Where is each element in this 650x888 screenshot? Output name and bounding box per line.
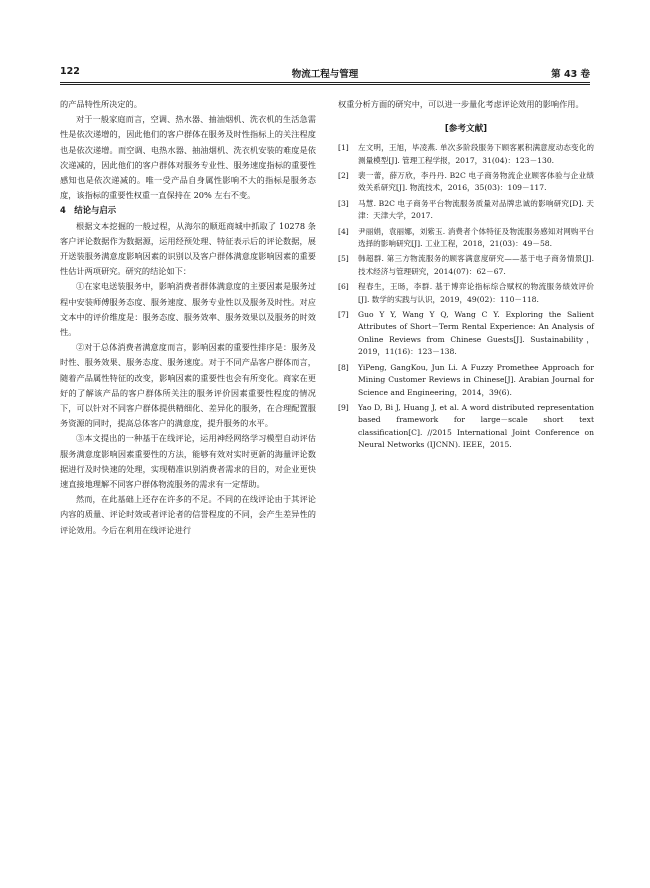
body-paragraph: ③本文提出的一种基于在线评论，运用神经网络学习模型自动评估服务满意度影响因素重要性的方法，能够有效对实时更新的海量评论数据进行及时快速的处理，实现精准识别消费者需求的目的，对企业更快速直接地理解不同客户群体物流服务的需求有一定帮助。: [60, 433, 316, 490]
reference-item: [338, 362, 594, 399]
reference-number: [6]: [338, 282, 349, 292]
reference-number: [3]: [338, 198, 349, 208]
reference-item: [338, 281, 594, 306]
references-heading: [参考文献]: [444, 124, 488, 135]
header-rule: [60, 82, 590, 83]
page-number: 122: [60, 66, 80, 77]
body-paragraph: 权重分析方面的研究中，可以进一步量化考虑评论效用的影响作用。: [338, 99, 584, 109]
reference-item: [338, 198, 594, 223]
body-paragraph: 然而，在此基础上还存在许多的不足。不同的在线评论由于其评论内容的质量、评论时效或者评论者的信誉程度的不同，会产生差异性的评论效用。今后在利用在线评论进行: [60, 494, 316, 535]
running-header: [60, 66, 590, 80]
reference-text: YiPeng, GangKou, Jun Li. A Fuzzy Promethee Approach for Mining Customer Reviews in Chinese[J]. Arabian Journal for Science and Engineering，2014，39(6).: [358, 362, 594, 397]
reference-number: [9]: [338, 402, 349, 412]
body-paragraph: ②对于总体消费者满意度而言，影响因素的重要性排序是：服务及时性、服务效果、服务态度、服务速度。对于不同产品客户群体而言，随着产品属性特征的改变，影响因素的重要性也会有所变化。商家在更好的了解该产品的客户群体所关注的服务评价因素重要性程度的情况下，可以针对不同客户群体提供精细化、差异化的服务，在合理配置服务资源的同时，提高总体客户的满意度，提升服务的水平。: [60, 342, 316, 429]
reference-number: [2]: [338, 171, 349, 181]
reference-text: 左文明，王旭，毕凌燕. 单次多阶段服务下顾客累积满意度动态变化的测量模型[J]. 管理工程学报，2017，31(04)：123－130.: [358, 143, 594, 165]
reference-text: 程春生，王旸，李群. 基于博弈论指标综合赋权的物流服务绩效评价[J]. 数学的实践与认识，2019，49(02)：110－118.: [358, 282, 594, 304]
reference-item: [338, 226, 594, 251]
reference-text: Yao D, Bi J, Huang J, et al. A word distributed representation based framework for large－scale short text classification[C]. //2015 International Joint Conference on Neural Networks (IJCNN). IEEE，2015.: [358, 402, 594, 450]
reference-number: [1]: [338, 143, 349, 153]
volume-label: 第 43 卷: [551, 69, 590, 80]
right-column: [338, 97, 594, 455]
body-paragraph: ①在家电送装服务中，影响消费者群体满意度的主要因素是服务过程中安装师傅服务态度、服务速度、服务专业性以及服务及时性。对应文本中的评价维度是：服务态度、服务效率、服务效果以及服务的时效性。: [60, 281, 316, 338]
body-paragraph: 根据文本挖掘的一般过程，从海尔的顺逛商城中抓取了 10278 条客户评论数据作为数据源，运用经预处理、特征表示后的评论数据，展开送装服务满意度影响因素的识别以及客户群体满意度影响因素的重要性估计两项研究。研究的结论如下：: [60, 220, 316, 277]
reference-list: [338, 142, 594, 451]
section-heading: 4 结论与启示: [60, 205, 117, 216]
reference-text: 马慧. B2C 电子商务平台物流服务质量对品牌忠诚的影响研究[D]. 天津：天津大学，2017.: [358, 198, 594, 221]
reference-item: [338, 142, 594, 167]
body-paragraph: 对于一般家庭而言，空调、热水器、抽油烟机、洗衣机的生活急需性是依次递增的，因此他们的客户群体在服务及时性指标上的关注程度也是依次递增。而空调、电热水器、抽油烟机、洗衣机安装的难度是依次递减的，因此他们的客户群体对服务专业性、服务速度指标的重要性感知也是依次递减的。唯一受产品自身属性影响不大的指标是服务态度，该指标的重要性权重一直保持在 20% 左右不变。: [60, 114, 316, 201]
reference-text: 韩超群. 第三方物流服务的顾客满意度研究——基于电子商务情景[J]. 技术经济与管理研究，2014(07)：62－67.: [358, 254, 594, 276]
reference-text: 尹丽娟，袁丽娜，刘紫玉. 消费者个体特征及物流服务感知对网购平台选择的影响研究[J]. 工业工程，2018，21(03)：49－58.: [358, 226, 594, 249]
reference-item: [338, 170, 594, 195]
body-paragraph: 的产品特性所决定的。: [60, 99, 142, 109]
reference-item: [338, 253, 594, 278]
reference-number: [7]: [338, 310, 349, 320]
reference-item: [338, 309, 594, 359]
reference-number: [5]: [338, 254, 349, 264]
reference-number: [4]: [338, 226, 349, 236]
left-column: [60, 97, 316, 538]
reference-item: [338, 402, 594, 452]
header-rule-thin: [60, 84, 590, 85]
reference-text: 裴一蕾，薛万欣，李丹丹. B2C 电子商务物流企业顾客体验与企业绩效关系研究[J]. 物流技术，2016，35(03)：109－117.: [358, 171, 594, 193]
reference-text: Guo Y Y, Wang Y Q, Wang C Y. Exploring the Salient Attributes of Short－Term Rental Experience: An Analysis of Online Reviews from Chinese Guests[J]. Sustainability，2019，11(16)：123－138.: [358, 310, 594, 357]
journal-title: 物流工程与管理: [291, 69, 359, 80]
reference-number: [8]: [338, 362, 349, 372]
